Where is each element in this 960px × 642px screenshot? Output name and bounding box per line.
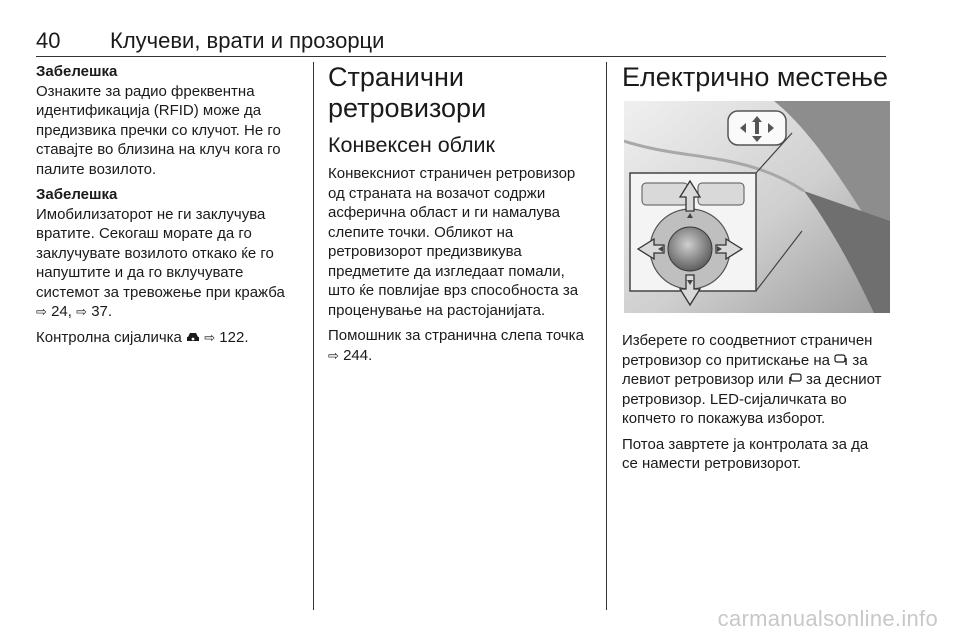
chapter-title: Клучеви, врати и прозорци: [110, 28, 385, 53]
page-reference[interactable]: 122.: [219, 328, 249, 346]
column-1: [36, 62, 298, 353]
paragraph: [622, 331, 888, 429]
ref-arrow-icon: ⇨: [204, 329, 216, 345]
paragraph-text: за десниот ретровизор. LED-сијаличката во копчето го покажува изборот.: [622, 371, 882, 427]
paragraph: [328, 326, 596, 365]
column-divider-2: [606, 62, 607, 610]
header-rule: [36, 56, 886, 57]
page-number: 40: [36, 28, 61, 53]
note-1: [36, 62, 298, 179]
ref-arrow-icon: ⇨: [328, 347, 339, 363]
paragraph-text: Помошник за странична слепа точка: [328, 327, 584, 344]
page-reference[interactable]: 244.: [343, 346, 373, 364]
column-divider-1: [313, 62, 314, 610]
left-mirror-icon: [834, 352, 852, 369]
ref-arrow-icon: ⇨: [36, 304, 47, 319]
note-text: Имобилизаторот не ги заклучува вратите. Секогаш морате да го заклучувате возилото откако ќе го напуштите и да го вклучувате системот за тревожење при кражба: [36, 205, 285, 301]
mirror-control-illustration: [624, 101, 890, 313]
column-3: [622, 62, 888, 480]
right-mirror-icon: [788, 371, 806, 388]
ref-arrow-icon: ⇨: [76, 304, 88, 319]
paragraph: Конвексниот страничен ретровизор од страната на возачот содржи асферична област и ги намалува слепите точки. Обликот на ретровизорот предизвикува предметите да изгледаат помали, што ќе повлијае врз способноста за проценување на растојанијата.: [328, 165, 579, 319]
column-2: [328, 62, 596, 371]
page-header: [36, 28, 886, 54]
section-title: Странични ретровизори: [328, 62, 487, 123]
paragraph: Потоа завртете ја контролата за да се намести ретровизорот.: [622, 435, 869, 472]
watermark: carmanualsonline.info: [717, 606, 938, 631]
note-title: Забелешка: [36, 186, 118, 203]
control-light-line: [36, 328, 298, 348]
note-2: [36, 185, 298, 322]
subsection-title: Конвексен облик: [328, 133, 495, 157]
note-text: Ознаките за радио фреквентна идентификација (RFID) може да предизвика пречки со клучот. Не го ставајте во близина на клуч кога го палите возилото.: [36, 82, 281, 178]
page-reference[interactable]: 37.: [91, 303, 113, 320]
paragraph-text: Изберете го соодветниот страничен ретровизор со притискање на: [622, 332, 873, 369]
paragraph-text: за левиот ретровизор или: [622, 351, 868, 388]
immobilizer-icon: [186, 329, 204, 346]
page-reference[interactable]: 24,: [51, 303, 72, 320]
control-light-label: Контролна сијаличка: [36, 328, 182, 346]
note-title: Забелешка: [36, 63, 118, 80]
section-title: Електрично местење: [622, 62, 888, 92]
